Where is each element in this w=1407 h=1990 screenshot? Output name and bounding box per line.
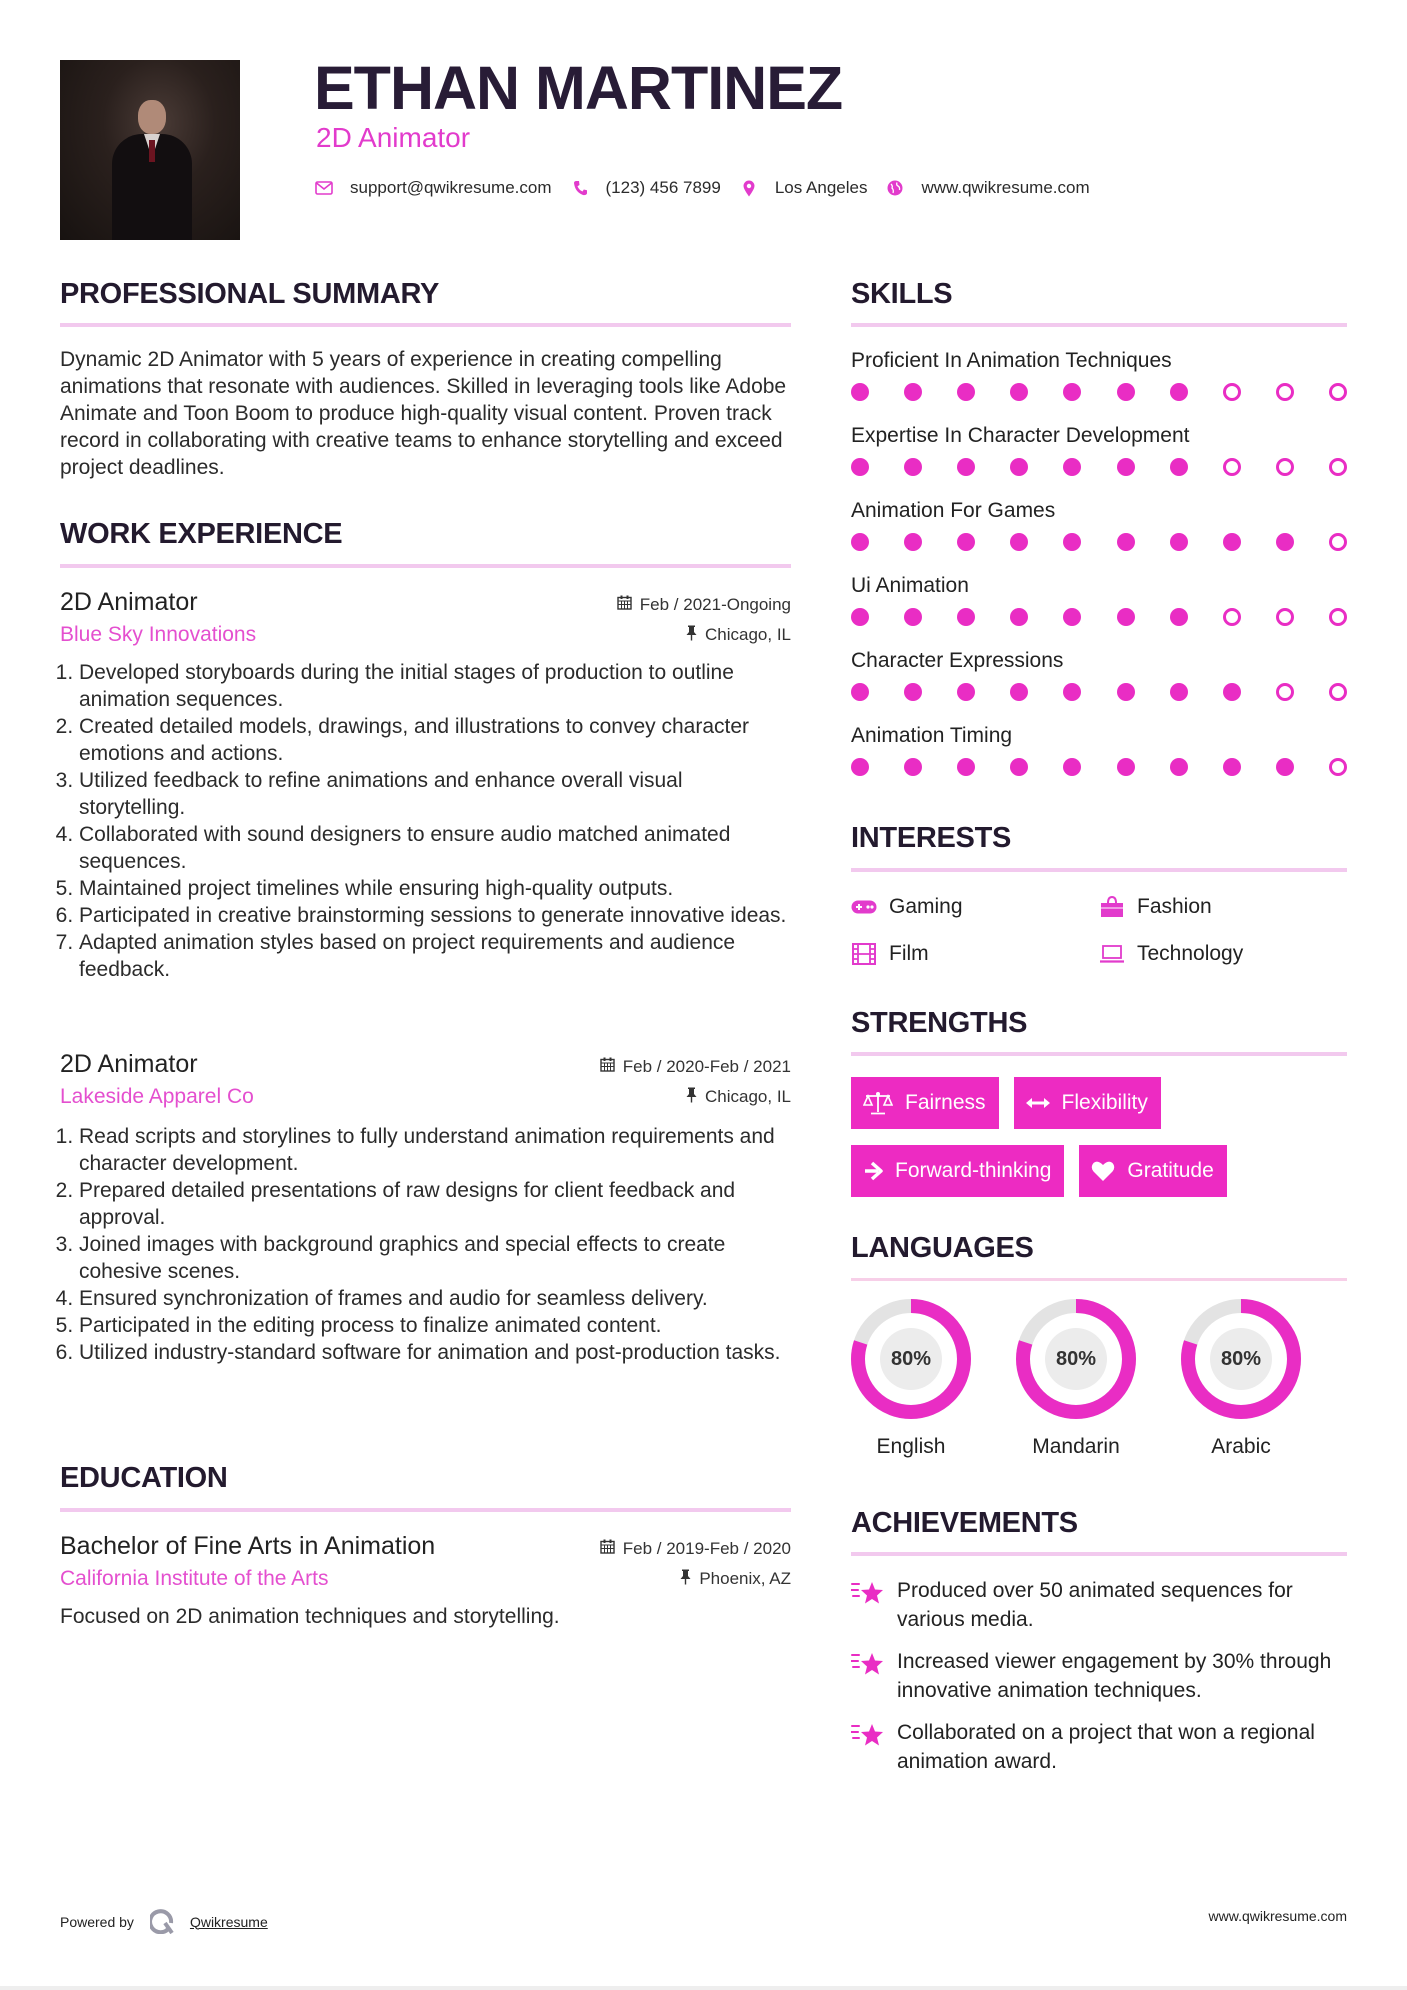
list-item: 4. Ensured synchronization of frames and audio for seamless delivery. xyxy=(79,1285,791,1312)
achievements-list xyxy=(851,1576,1347,1776)
rating-dot-filled-icon xyxy=(904,758,922,776)
rating-dot-filled-icon xyxy=(1063,758,1081,776)
interest-item: Technology xyxy=(1099,940,1347,967)
list-item: 5. Participated in the editing process to finalize animated content. xyxy=(79,1312,791,1339)
skill-item xyxy=(851,347,1347,422)
strength-tag: Fairness xyxy=(851,1077,999,1129)
skill-item xyxy=(851,647,1347,722)
rating-dot-empty-icon xyxy=(1329,683,1347,701)
achievement-text: Produced over 50 animated sequences for various media. xyxy=(897,1579,1293,1631)
rating-dot-filled-icon xyxy=(1170,608,1188,626)
arrows-horizontal-icon xyxy=(1026,1097,1050,1109)
interests-section xyxy=(851,824,1347,967)
rating-dot-filled-icon xyxy=(1063,458,1081,476)
rating-dot-filled-icon xyxy=(1063,533,1081,551)
film-icon xyxy=(851,943,877,965)
rating-dot-filled-icon xyxy=(1010,383,1028,401)
arrow-right-icon xyxy=(863,1161,883,1181)
list-item: 1. Developed storyboards during the initial stages of production to outline animation sequences. xyxy=(79,659,791,713)
languages-section xyxy=(851,1234,1347,1459)
skill-rating xyxy=(851,602,1347,647)
education-section xyxy=(60,1464,791,1630)
balance-scale-icon xyxy=(863,1091,893,1115)
section-divider xyxy=(851,323,1347,327)
skill-label: Ui Animation xyxy=(851,574,969,597)
shooting-star-icon xyxy=(851,1579,885,1607)
rating-dot-filled-icon xyxy=(904,533,922,551)
rating-dot-filled-icon xyxy=(1170,383,1188,401)
achievement-item xyxy=(851,1718,1347,1776)
envelope-icon xyxy=(314,178,334,198)
rating-dot-empty-icon xyxy=(1329,458,1347,476)
shopping-bag-icon xyxy=(1099,896,1125,918)
rating-dot-filled-icon xyxy=(1223,533,1241,551)
responsibilities-list xyxy=(60,1123,791,1366)
list-item: 5. Maintained project timelines while ensuring high-quality outputs. xyxy=(79,875,791,902)
phone-text: (123) 456 7899 xyxy=(605,178,721,197)
section-heading: INTERESTS xyxy=(851,822,1012,854)
section-divider xyxy=(851,1552,1347,1556)
rating-dot-empty-icon xyxy=(1329,758,1347,776)
rating-dot-empty-icon xyxy=(1223,458,1241,476)
language-percent: 80% xyxy=(880,1328,942,1390)
skills-list xyxy=(851,347,1347,797)
section-divider xyxy=(60,564,791,568)
skills-section xyxy=(851,280,1347,797)
rating-dot-filled-icon xyxy=(1117,533,1135,551)
candidate-title: 2D Animator xyxy=(316,122,471,153)
list-item: 3. Utilized feedback to refine animations and enhance overall visual storytelling. xyxy=(79,767,791,821)
rating-dot-empty-icon xyxy=(1329,533,1347,551)
heart-icon xyxy=(1091,1160,1115,1182)
rating-dot-filled-icon xyxy=(957,458,975,476)
company-name: Blue Sky Innovations xyxy=(60,623,257,646)
interests-grid xyxy=(851,893,1347,967)
rating-dot-filled-icon xyxy=(851,533,869,551)
rating-dot-filled-icon xyxy=(1170,758,1188,776)
list-item: 2. Created detailed models, drawings, and illustrations to convey character emotions and actions. xyxy=(79,713,791,767)
thumbtack-icon xyxy=(686,1087,697,1107)
skill-rating xyxy=(851,452,1347,497)
gamepad-icon xyxy=(851,896,877,918)
section-divider xyxy=(851,868,1347,872)
list-item: 6. Participated in creative brainstorming sessions to generate innovative ideas. xyxy=(79,902,791,929)
list-item: 7. Adapted animation styles based on project requirements and audience feedback. xyxy=(79,929,791,983)
location-text: Los Angeles xyxy=(774,178,868,197)
job-dates: Feb / 2021-Ongoing xyxy=(617,595,791,615)
summary-text: Dynamic 2D Animator with 5 years of experience in creating compelling animations that resonate with audiences. Skilled in leveraging tools like Adobe Animate and Toon Boom to produce high-quality visual content. Proven track record in collaborating with creative teams to enhance storytelling and exceed project deadlines. xyxy=(60,348,787,479)
strength-tag: Gratitude xyxy=(1079,1145,1226,1197)
rating-dot-filled-icon xyxy=(1010,683,1028,701)
job-entry xyxy=(60,588,791,983)
qwikresume-link[interactable]: Qwikresume xyxy=(189,1913,268,1930)
footer-url[interactable]: www.qwikresume.com xyxy=(1208,1908,1347,1924)
rating-dot-filled-icon xyxy=(904,383,922,401)
job-title: 2D Animator xyxy=(60,1050,198,1078)
education-description: Focused on 2D animation techniques and storytelling. xyxy=(60,1605,560,1628)
summary-section xyxy=(60,280,791,481)
rating-dot-filled-icon xyxy=(1010,458,1028,476)
job-entry xyxy=(60,1050,791,1366)
job-title: 2D Animator xyxy=(60,588,198,616)
thumbtack-icon xyxy=(686,625,697,645)
rating-dot-filled-icon xyxy=(1063,383,1081,401)
section-divider xyxy=(60,323,791,327)
calendar-icon xyxy=(617,595,632,614)
rating-dot-filled-icon xyxy=(1170,683,1188,701)
shooting-star-icon xyxy=(851,1650,885,1678)
achievement-text: Increased viewer engagement by 30% through innovative animation techniques. xyxy=(897,1650,1332,1702)
skill-item xyxy=(851,422,1347,497)
language-name: Mandarin xyxy=(1032,1435,1120,1458)
contact-website[interactable] xyxy=(885,178,1089,198)
language-progress-ring xyxy=(1016,1299,1136,1419)
skill-rating xyxy=(851,527,1347,572)
rating-dot-filled-icon xyxy=(1063,608,1081,626)
interest-item: Gaming xyxy=(851,893,1099,920)
list-item: 2. Prepared detailed presentations of raw designs for client feedback and approval. xyxy=(79,1177,791,1231)
rating-dot-empty-icon xyxy=(1329,383,1347,401)
calendar-icon xyxy=(600,1057,615,1076)
contact-phone[interactable] xyxy=(570,178,721,198)
skill-rating xyxy=(851,677,1347,722)
section-heading: ACHIEVEMENTS xyxy=(851,1507,1078,1539)
contact-bar xyxy=(314,178,1108,198)
education-dates: Feb / 2019-Feb / 2020 xyxy=(600,1539,791,1559)
list-item: 3. Joined images with background graphics and special effects to create cohesive scenes. xyxy=(79,1231,791,1285)
rating-dot-filled-icon xyxy=(1117,608,1135,626)
skill-rating xyxy=(851,377,1347,422)
rating-dot-empty-icon xyxy=(1223,383,1241,401)
rating-dot-filled-icon xyxy=(1170,458,1188,476)
section-heading: PROFESSIONAL SUMMARY xyxy=(60,278,440,310)
skill-item xyxy=(851,497,1347,572)
language-name: English xyxy=(876,1435,946,1458)
language-item xyxy=(1181,1299,1301,1459)
calendar-icon xyxy=(600,1539,615,1558)
rating-dot-filled-icon xyxy=(1010,608,1028,626)
rating-dot-filled-icon xyxy=(1010,758,1028,776)
rating-dot-filled-icon xyxy=(904,608,922,626)
rating-dot-filled-icon xyxy=(904,458,922,476)
powered-by-label: Powered by xyxy=(60,1913,134,1930)
phone-icon xyxy=(570,178,590,198)
list-item: 6. Utilized industry-standard software for animation and post-production tasks. xyxy=(79,1339,791,1366)
degree-title: Bachelor of Fine Arts in Animation xyxy=(60,1532,436,1560)
rating-dot-empty-icon xyxy=(1329,608,1347,626)
page-bottom-edge xyxy=(0,1986,1407,1990)
rating-dot-empty-icon xyxy=(1276,608,1294,626)
achievements-section xyxy=(851,1509,1347,1789)
rating-dot-filled-icon xyxy=(904,683,922,701)
language-percent: 80% xyxy=(1045,1328,1107,1390)
section-heading: LANGUAGES xyxy=(851,1232,1034,1264)
skill-label: Expertise In Character Development xyxy=(851,424,1190,447)
language-name: Arabic xyxy=(1211,1435,1271,1458)
skill-rating xyxy=(851,752,1347,797)
strengths-tags xyxy=(851,1077,1347,1197)
skill-label: Animation Timing xyxy=(851,724,1013,747)
rating-dot-filled-icon xyxy=(1010,533,1028,551)
candidate-name: ETHAN MARTINEZ xyxy=(314,54,843,122)
rating-dot-filled-icon xyxy=(1117,758,1135,776)
language-item xyxy=(1016,1299,1136,1459)
thumbtack-icon xyxy=(680,1569,691,1589)
achievement-text: Collaborated on a project that won a regional animation award. xyxy=(897,1721,1315,1773)
rating-dot-filled-icon xyxy=(851,758,869,776)
section-heading: STRENGTHS xyxy=(851,1007,1028,1039)
rating-dot-filled-icon xyxy=(1117,383,1135,401)
laptop-icon xyxy=(1099,943,1125,965)
languages-list xyxy=(851,1299,1347,1459)
achievement-item xyxy=(851,1576,1347,1634)
website-text: www.qwikresume.com xyxy=(921,178,1090,197)
section-divider xyxy=(851,1052,1347,1056)
rating-dot-filled-icon xyxy=(957,383,975,401)
rating-dot-empty-icon xyxy=(1276,383,1294,401)
list-item: 1. Read scripts and storylines to fully understand animation requirements and character development. xyxy=(79,1123,791,1177)
skill-label: Animation For Games xyxy=(851,499,1056,522)
rating-dot-filled-icon xyxy=(1223,758,1241,776)
rating-dot-filled-icon xyxy=(957,683,975,701)
education-location: Phoenix, AZ xyxy=(680,1569,791,1589)
section-divider xyxy=(60,1508,791,1512)
section-divider xyxy=(851,1278,1347,1281)
rating-dot-filled-icon xyxy=(957,608,975,626)
rating-dot-filled-icon xyxy=(957,758,975,776)
list-item: 4. Collaborated with sound designers to ensure audio matched animated sequences. xyxy=(79,821,791,875)
language-percent: 80% xyxy=(1210,1328,1272,1390)
experience-section xyxy=(60,520,791,983)
section-heading: WORK EXPERIENCE xyxy=(60,518,343,550)
skill-label: Character Expressions xyxy=(851,649,1064,672)
job-location: Chicago, IL xyxy=(686,1087,791,1107)
shooting-star-icon xyxy=(851,1721,885,1749)
rating-dot-filled-icon xyxy=(851,608,869,626)
rating-dot-filled-icon xyxy=(1117,683,1135,701)
responsibilities-list xyxy=(60,659,791,983)
strength-tag: Flexibility xyxy=(1014,1077,1161,1129)
interest-item: Film xyxy=(851,940,1099,967)
strengths-section xyxy=(851,1009,1347,1197)
rating-dot-filled-icon xyxy=(1063,683,1081,701)
globe-icon xyxy=(885,178,905,198)
company-name: Lakeside Apparel Co xyxy=(60,1085,254,1108)
section-heading: EDUCATION xyxy=(60,1462,228,1494)
rating-dot-filled-icon xyxy=(1170,533,1188,551)
skill-item xyxy=(851,572,1347,647)
skill-item xyxy=(851,722,1347,797)
strength-tag: Forward-thinking xyxy=(851,1145,1064,1197)
section-heading: SKILLS xyxy=(851,278,953,310)
contact-email[interactable] xyxy=(314,178,552,198)
achievement-item xyxy=(851,1647,1347,1705)
qwikresume-logo-icon xyxy=(150,1906,176,1937)
language-item xyxy=(851,1299,971,1459)
email-text: support@qwikresume.com xyxy=(350,178,552,197)
job-dates: Feb / 2020-Feb / 2021 xyxy=(600,1057,791,1077)
rating-dot-filled-icon xyxy=(1276,758,1294,776)
job-location: Chicago, IL xyxy=(686,625,791,645)
interest-item: Fashion xyxy=(1099,893,1347,920)
language-progress-ring xyxy=(851,1299,971,1419)
skill-label: Proficient In Animation Techniques xyxy=(851,349,1172,372)
rating-dot-empty-icon xyxy=(1276,458,1294,476)
rating-dot-empty-icon xyxy=(1223,608,1241,626)
footer-powered-by xyxy=(60,1906,268,1937)
school-name: California Institute of the Arts xyxy=(60,1567,329,1590)
rating-dot-filled-icon xyxy=(1117,458,1135,476)
language-progress-ring xyxy=(1181,1299,1301,1419)
rating-dot-filled-icon xyxy=(851,383,869,401)
rating-dot-filled-icon xyxy=(851,683,869,701)
profile-photo xyxy=(60,60,240,240)
rating-dot-filled-icon xyxy=(1276,533,1294,551)
rating-dot-empty-icon xyxy=(1276,683,1294,701)
map-pin-icon xyxy=(739,178,759,198)
rating-dot-filled-icon xyxy=(1223,683,1241,701)
rating-dot-filled-icon xyxy=(851,458,869,476)
contact-location xyxy=(739,178,868,198)
rating-dot-filled-icon xyxy=(957,533,975,551)
